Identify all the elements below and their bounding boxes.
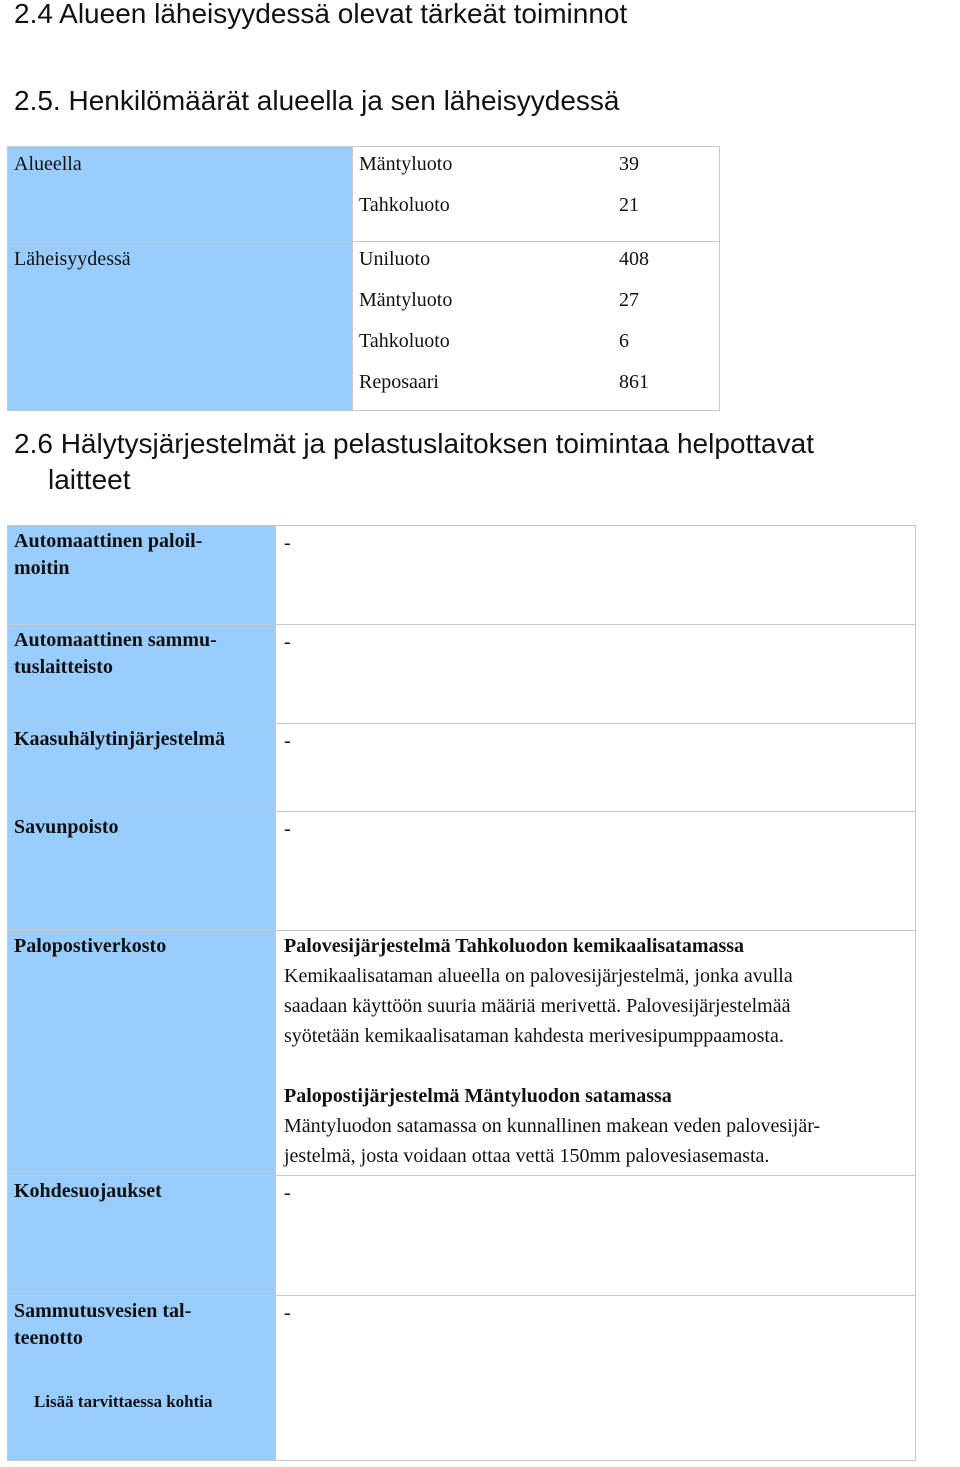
heading-2-6: 2.6 Hälytysjärjestelmät ja pelastuslaitoksen toimintaa helpottavat laitteet [14, 428, 814, 495]
persons-group-label: Läheisyydessä [8, 242, 353, 411]
row-label-gas-alarm: Kaasuhälytinjärjestelmä [8, 724, 276, 812]
row-value-gas-alarm: - [276, 724, 916, 812]
place-name: Uniluoto [359, 248, 431, 270]
person-count: 21 [619, 194, 639, 216]
persons-group-label: Alueella [8, 147, 353, 242]
heading-2-4: 2.4 Alueen läheisyydessä olevat tärkeät toiminnot [14, 0, 628, 29]
row-value-fire-alarm: - [276, 526, 916, 625]
place-name: Tahkoluoto [359, 194, 450, 216]
person-count: 39 [619, 153, 639, 175]
row-value-sprinkler: - [276, 625, 916, 724]
person-count: 408 [619, 248, 649, 270]
hydrant-text-line: Kemikaalisataman alueella on palovesijärjestelmä, jonka avulla [284, 965, 793, 987]
hydrant-text-line: jestelmä, josta voidaan ottaa vettä 150mm palovesiasemasta. [284, 1145, 770, 1167]
row-value-smoke-extraction: - [276, 812, 916, 931]
persons-counts [615, 147, 720, 242]
persons-places [353, 147, 616, 242]
hydrant-text-line: saadaan käyttöön suuria määriä merivettä. Palovesijärjestelmää [284, 995, 791, 1017]
persons-table [7, 146, 720, 411]
persons-places [353, 242, 616, 411]
persons-counts [615, 242, 720, 411]
row-label-hydrant-network: Palopostiverkosto [8, 931, 276, 1176]
row-label-fire-alarm: Automaattinen paloil- moitin [8, 526, 276, 625]
place-name: Reposaari [359, 371, 439, 393]
row-label-sprinkler: Automaattinen sammu- tuslaitteisto [8, 625, 276, 724]
person-count: 6 [619, 330, 629, 352]
hydrant-section-title: Palovesijärjestelmä Tahkoluodon kemikaalisatamassa [284, 935, 745, 957]
systems-table [7, 525, 916, 1461]
place-name: Tahkoluoto [359, 330, 450, 352]
place-name: Mäntyluoto [359, 289, 453, 311]
row-value-water-collection: - [276, 1296, 916, 1461]
place-name: Mäntyluoto [359, 153, 453, 175]
row-value-object-protection: - [276, 1176, 916, 1296]
hydrant-text-line: Mäntyluodon satamassa on kunnallinen makean veden palovesijär- [284, 1115, 821, 1137]
heading-2-5: 2.5. Henkilömäärät alueella ja sen läheisyydessä [14, 85, 620, 116]
person-count: 27 [619, 289, 639, 311]
hydrant-section-title: Palopostijärjestelmä Mäntyluodon satamassa [284, 1085, 672, 1107]
person-count: 861 [619, 371, 649, 393]
add-items-note: Lisää tarvittaessa kohtia [34, 1392, 213, 1411]
row-label-object-protection: Kohdesuojaukset [8, 1176, 276, 1296]
hydrant-text-line: syötetään kemikaalisataman kahdesta merivesipumppaamosta. [284, 1025, 784, 1047]
row-value-hydrant-network [276, 931, 916, 1176]
row-label-water-collection: Sammutusvesien tal- teenotto Lisää tarvittaessa kohtia [8, 1296, 276, 1461]
row-label-smoke-extraction: Savunpoisto [8, 812, 276, 931]
